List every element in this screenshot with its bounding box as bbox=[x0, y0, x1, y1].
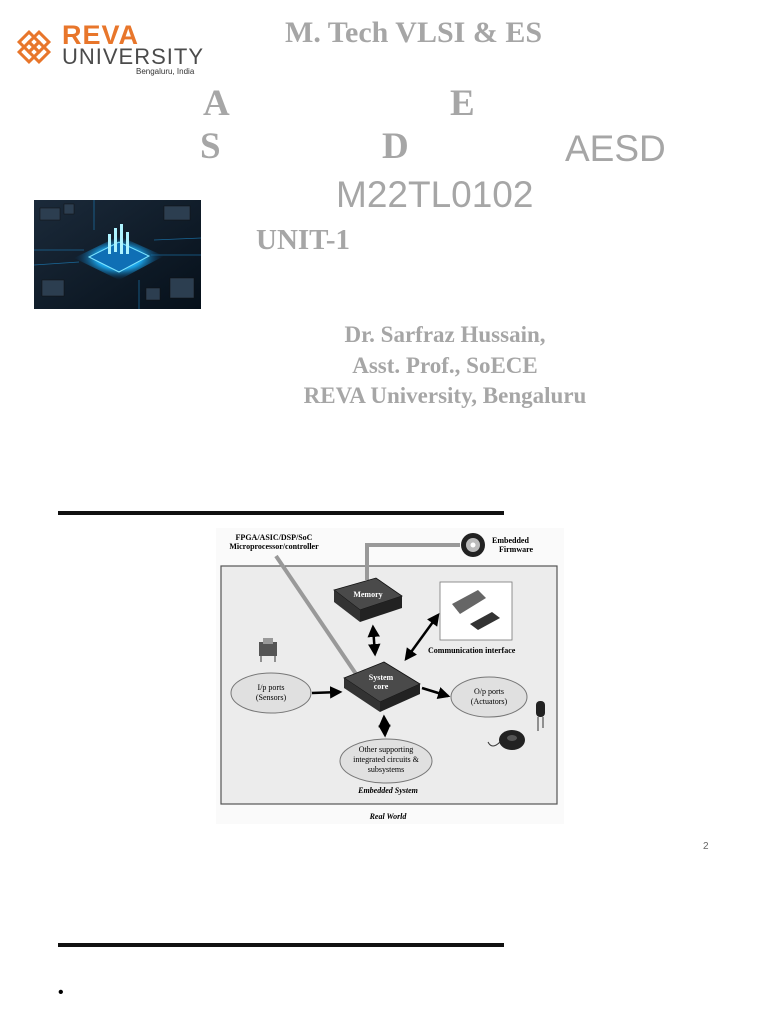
page-number: 2 bbox=[703, 841, 709, 852]
author-affiliation: REVA University, Bengaluru bbox=[303, 383, 587, 408]
firmware-label: Embedded bbox=[492, 536, 529, 545]
course-code: M22TL0102 bbox=[336, 174, 534, 215]
output-ports-sublabel: (Actuators) bbox=[470, 697, 508, 706]
logo-name-bottom: UNIVERSITY bbox=[62, 44, 205, 69]
chip-illustration bbox=[34, 200, 201, 309]
other-ics-label-2: integrated circuits & bbox=[353, 755, 419, 764]
arrow-core-other bbox=[384, 717, 385, 735]
reva-knot-icon bbox=[12, 28, 56, 66]
output-ports-label: O/p ports bbox=[474, 687, 504, 696]
course-abbreviation: AESD bbox=[565, 128, 666, 169]
core-label-1: System bbox=[368, 673, 394, 682]
title-letter-a: A bbox=[203, 83, 230, 124]
cd-disc-icon bbox=[461, 533, 485, 557]
logo-name-top: REVA bbox=[62, 20, 140, 50]
processor-label-2: Microprocessor/controller bbox=[229, 542, 319, 551]
embedded-system-label: Embedded System bbox=[358, 786, 418, 795]
title-letter-d: D bbox=[382, 126, 409, 167]
chip-photo bbox=[34, 200, 201, 309]
firmware-label-2: Firmware bbox=[499, 545, 534, 554]
author-name: Dr. Sarfraz Hussain, bbox=[344, 322, 546, 347]
title-letter-e: E bbox=[450, 83, 475, 124]
comm-interface-label: Communication interface bbox=[428, 646, 516, 655]
input-ports-label: I/p ports bbox=[257, 683, 285, 692]
comm-interface-box bbox=[440, 582, 512, 640]
author-designation: Asst. Prof., SoECE bbox=[352, 353, 538, 378]
unit-heading: UNIT-1 bbox=[256, 224, 351, 256]
logo-location: Bengaluru, India bbox=[136, 67, 195, 76]
program-title: M. Tech VLSI & ES bbox=[285, 16, 543, 49]
bullet-point: • bbox=[58, 984, 64, 1001]
input-ports-sublabel: (Sensors) bbox=[255, 693, 287, 702]
memory-label: Memory bbox=[353, 590, 383, 599]
section-divider-2 bbox=[58, 943, 504, 947]
embedded-system-diagram bbox=[216, 528, 564, 824]
section-divider bbox=[58, 511, 504, 515]
title-letter-s: S bbox=[200, 126, 221, 167]
real-world-label: Real World bbox=[369, 812, 407, 821]
reva-university-logo bbox=[12, 20, 205, 78]
arrow-input-core bbox=[312, 692, 340, 693]
processor-label: FPGA/ASIC/DSP/SoC bbox=[235, 533, 313, 542]
other-ics-label-3: subsystems bbox=[367, 765, 405, 774]
core-label-2: core bbox=[373, 682, 389, 691]
other-ics-label-1: Other supporting bbox=[358, 745, 414, 754]
